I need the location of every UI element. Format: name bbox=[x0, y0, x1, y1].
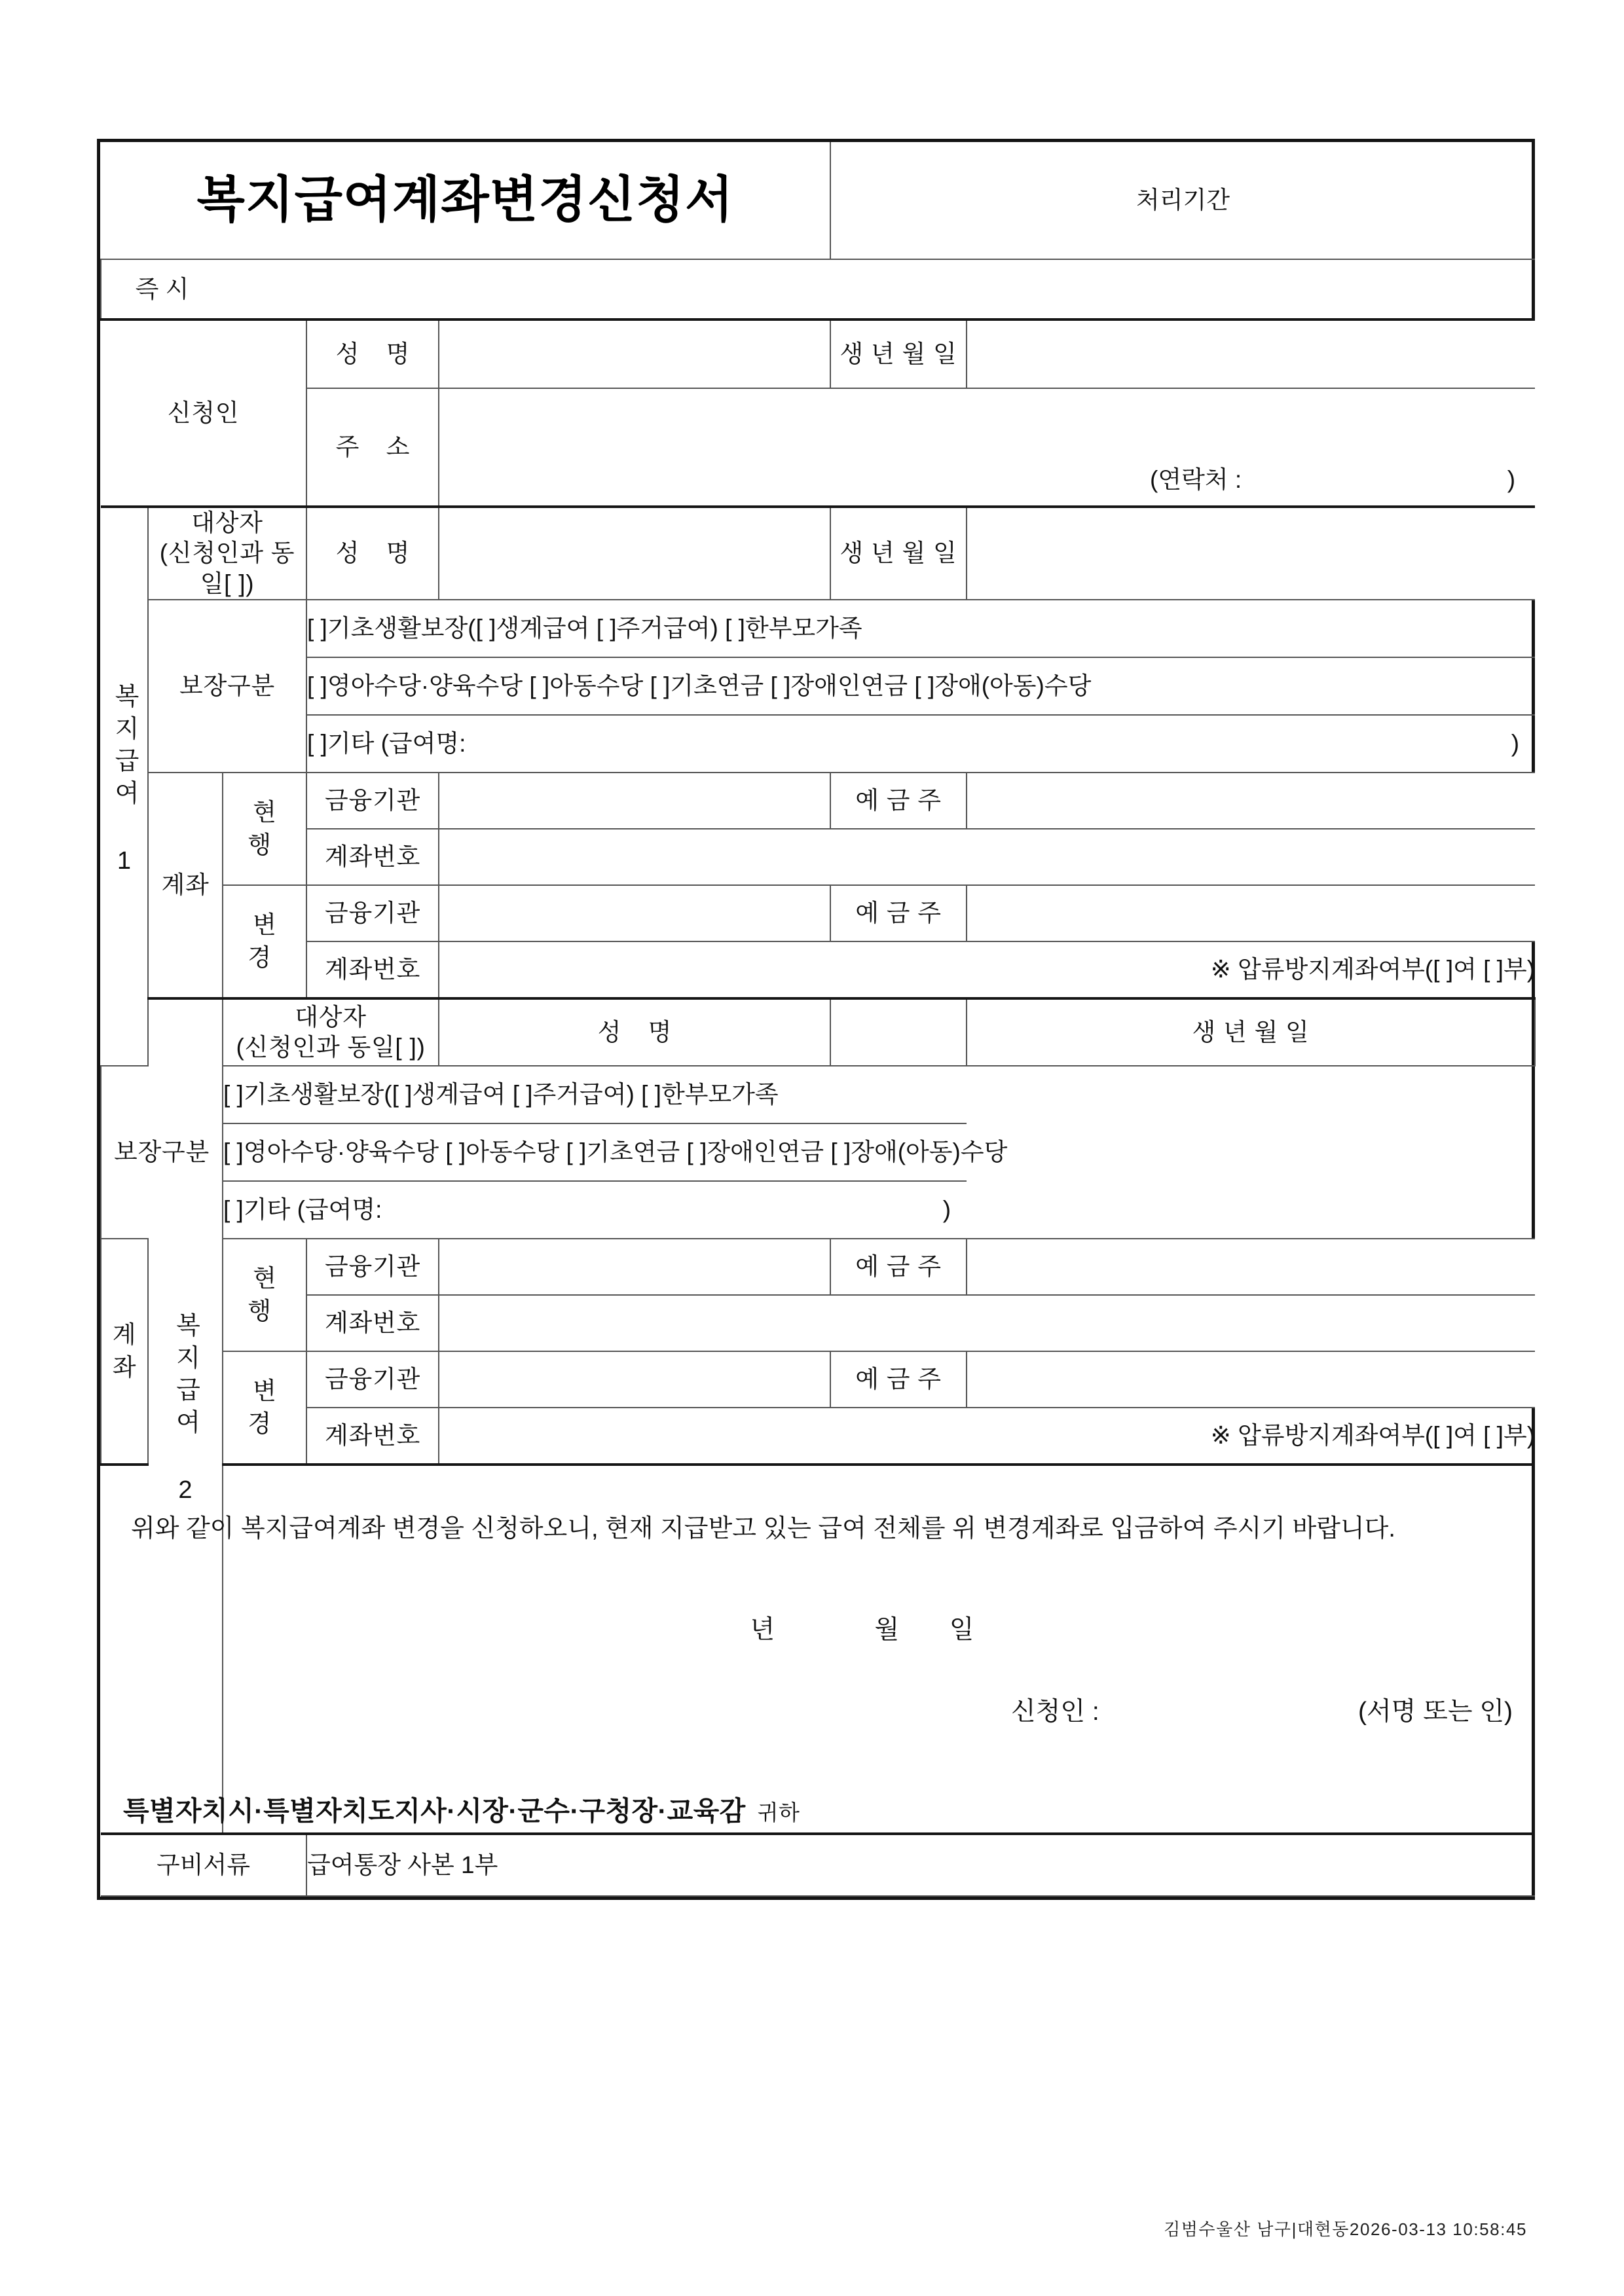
benefit2-changed-label: 변 경 bbox=[223, 1351, 306, 1465]
benefit2-target-label bbox=[223, 998, 439, 1066]
benefit1-coverage-row-3 bbox=[101, 715, 1535, 773]
benefit2-coverage-line-3-cell[interactable] bbox=[223, 1181, 967, 1239]
benefit1-target-row bbox=[101, 507, 1535, 600]
processing-period-label: 처리기간 bbox=[830, 142, 1535, 259]
day-label: 일 bbox=[949, 1615, 975, 1644]
benefit1-coverage-label: 보장구분 bbox=[148, 600, 306, 773]
applicant-name-label: 성 명 bbox=[306, 319, 439, 388]
benefit2-current-label: 현 행 bbox=[223, 1239, 306, 1351]
month-label: 월 bbox=[874, 1615, 900, 1644]
benefit1-seizure-note[interactable]: ※ 압류방지계좌여부([ ]여 [ ]부) bbox=[439, 941, 1535, 998]
benefit1-coverage-line-3: [ ]기타 (급여명: bbox=[307, 729, 466, 757]
date-line bbox=[101, 1613, 1535, 1648]
benefit2-birth-label: 생 년 월 일 bbox=[967, 998, 1535, 1066]
benefit1-current-accountno-value[interactable] bbox=[439, 829, 1535, 885]
benefit1-target-label-line1: 대상자 bbox=[191, 509, 263, 536]
benefit1-vertical-label: 복지급여 1 bbox=[110, 682, 138, 883]
applicant-address-label: 주 소 bbox=[306, 388, 439, 507]
benefit1-current-bank-label: 금융기관 bbox=[306, 773, 439, 829]
benefit2-coverage-row-1 bbox=[101, 1066, 1535, 1123]
benefit1-changed-bank-value[interactable] bbox=[439, 885, 830, 941]
benefit2-current-accountno-row bbox=[101, 1295, 1535, 1351]
page-title: 복지급여계좌변경신청서 bbox=[196, 172, 734, 228]
benefit1-account-label: 계좌 bbox=[148, 773, 223, 998]
form-title-cell bbox=[101, 142, 830, 259]
benefit2-current-bank-row bbox=[101, 1239, 1535, 1295]
benefit2-coverage-line-1[interactable]: [ ]기초생활보장([ ]생계급여 [ ]주거급여) [ ]한부모가족 bbox=[223, 1066, 967, 1123]
applicant-birth-label: 생 년 월 일 bbox=[830, 319, 967, 388]
benefit2-target-row bbox=[101, 998, 1535, 1066]
applicant-row-label: 신청인 bbox=[101, 319, 306, 507]
benefit1-changed-holder-value[interactable] bbox=[967, 885, 1535, 941]
benefit2-current-bank-label: 금융기관 bbox=[306, 1239, 439, 1295]
signer-label: 신청인 : bbox=[1011, 1697, 1099, 1726]
benefit2-coverage-row-3 bbox=[101, 1181, 1535, 1239]
benefit2-coverage-label: 보장구분 bbox=[101, 1066, 223, 1239]
contact-open-label: (연락처 : bbox=[1150, 466, 1242, 494]
benefit2-changed-accountno-label: 계좌번호 bbox=[306, 1408, 439, 1465]
footer-stamp: 김범수울산 남구|대현동2026-03-13 10:58:45 bbox=[1164, 2219, 1527, 2239]
applicant-address-value[interactable] bbox=[439, 388, 1535, 507]
benefit2-changed-holder-label: 예 금 주 bbox=[830, 1351, 967, 1408]
benefit1-birth-label: 생 년 월 일 bbox=[830, 507, 967, 600]
statement-cell bbox=[101, 1465, 1535, 1834]
benefit2-name-label: 성 명 bbox=[439, 998, 830, 1066]
documents-value: 급여통장 사본 1부 bbox=[306, 1834, 1535, 1896]
signature-hint: (서명 또는 인) bbox=[1358, 1697, 1513, 1726]
benefit1-current-accountno-row bbox=[101, 829, 1535, 885]
benefit1-coverage-line-3-cell[interactable] bbox=[306, 715, 1535, 773]
benefit2-current-holder-label: 예 금 주 bbox=[830, 1239, 967, 1295]
applicant-birth-value[interactable] bbox=[967, 319, 1535, 388]
benefit2-target-label-line2: (신청인과 동일[ ]) bbox=[236, 1033, 426, 1061]
benefit2-current-bank-value[interactable] bbox=[439, 1239, 830, 1295]
benefit2-changed-accountno-row bbox=[101, 1408, 1535, 1465]
benefit1-current-bank-row bbox=[101, 773, 1535, 829]
processing-value-row bbox=[101, 259, 1535, 319]
contact-close-label: ) bbox=[1507, 466, 1516, 494]
applicant-address-row bbox=[101, 388, 1535, 507]
benefit1-name-value[interactable] bbox=[439, 507, 830, 600]
benefit1-target-label-line2: (신청인과 동일[ ]) bbox=[159, 539, 295, 597]
benefit2-changed-bank-row bbox=[101, 1351, 1535, 1408]
applicant-contact-line bbox=[439, 464, 1535, 505]
benefit1-changed-accountno-label: 계좌번호 bbox=[306, 941, 439, 998]
authority-suffix: 귀하 bbox=[757, 1800, 800, 1825]
benefit1-birth-value[interactable] bbox=[967, 507, 1535, 600]
benefit1-current-bank-value[interactable] bbox=[439, 773, 830, 829]
authority-recipients: 특별자치시·특별자치도지사·시장·군수·구청장·교육감 bbox=[123, 1796, 746, 1827]
documents-row bbox=[101, 1834, 1535, 1896]
benefit2-changed-bank-label: 금융기관 bbox=[306, 1351, 439, 1408]
benefit2-name-value[interactable] bbox=[830, 998, 967, 1066]
signer-line bbox=[101, 1695, 1535, 1730]
benefit1-vertical-label-cell bbox=[101, 507, 148, 1066]
benefit1-coverage-line-1[interactable]: [ ]기초생활보장([ ]생계급여 [ ]주거급여) [ ]한부모가족 bbox=[306, 600, 1535, 657]
benefit2-coverage-row-2 bbox=[101, 1123, 1535, 1181]
benefit2-seizure-note[interactable]: ※ 압류방지계좌여부([ ]여 [ ]부) bbox=[439, 1408, 1535, 1465]
benefit1-current-label: 현 행 bbox=[223, 773, 306, 885]
benefit2-vertical-label: 복지급여 2 bbox=[172, 1312, 199, 1512]
documents-label: 구비서류 bbox=[101, 1834, 306, 1896]
benefit1-coverage-other-close: ) bbox=[1511, 729, 1520, 757]
year-label: 년 bbox=[750, 1615, 776, 1644]
benefit2-account-label: 계좌 bbox=[101, 1239, 148, 1465]
benefit2-changed-bank-value[interactable] bbox=[439, 1351, 830, 1408]
benefit2-current-accountno-label: 계좌번호 bbox=[306, 1295, 439, 1351]
benefit2-target-label-line1: 대상자 bbox=[295, 1003, 367, 1030]
authority-line bbox=[101, 1793, 1535, 1829]
benefit1-coverage-row-1 bbox=[101, 600, 1535, 657]
applicant-name-value[interactable] bbox=[439, 319, 830, 388]
applicant-name-row bbox=[101, 319, 1535, 388]
statement-row bbox=[101, 1465, 1535, 1834]
benefit1-changed-label: 변 경 bbox=[223, 885, 306, 998]
form-grid bbox=[100, 142, 1535, 1897]
benefit2-current-accountno-value[interactable] bbox=[439, 1295, 1535, 1351]
benefit1-current-holder-value[interactable] bbox=[967, 773, 1535, 829]
benefit1-coverage-row-2 bbox=[101, 657, 1535, 715]
statement-body: 위와 같이 복지급여계좌 변경을 신청하오니, 현재 지급받고 있는 급여 전체를 위 변경계좌로 입금하여 주시기 바랍니다. bbox=[131, 1514, 1395, 1542]
benefit1-current-accountno-label: 계좌번호 bbox=[306, 829, 439, 885]
benefit1-current-holder-label: 예 금 주 bbox=[830, 773, 967, 829]
welfare-account-change-form bbox=[97, 139, 1535, 1900]
benefit1-changed-bank-label: 금융기관 bbox=[306, 885, 439, 941]
benefit1-target-label bbox=[148, 507, 306, 600]
benefit1-name-label: 성 명 bbox=[306, 507, 439, 600]
benefit2-changed-holder-value[interactable] bbox=[967, 1351, 1535, 1408]
benefit1-changed-holder-label: 예 금 주 bbox=[830, 885, 967, 941]
benefit1-changed-accountno-row bbox=[101, 941, 1535, 998]
benefit2-coverage-line-2[interactable]: [ ]영아수당·양육수당 [ ]아동수당 [ ]기초연금 [ ]장애인연금 [ ]장애(아동)수당 bbox=[223, 1123, 967, 1181]
processing-period-value: 즉 시 bbox=[101, 259, 223, 319]
benefit2-current-holder-value[interactable] bbox=[967, 1239, 1535, 1295]
benefit2-coverage-line-3: [ ]기타 (급여명: bbox=[223, 1195, 382, 1223]
benefit1-coverage-line-2[interactable]: [ ]영아수당·양육수당 [ ]아동수당 [ ]기초연금 [ ]장애인연금 [ ]장애(아동)수당 bbox=[306, 657, 1535, 715]
benefit1-changed-bank-row bbox=[101, 885, 1535, 941]
title-row bbox=[101, 142, 1535, 259]
benefit2-coverage-other-close: ) bbox=[942, 1195, 951, 1223]
